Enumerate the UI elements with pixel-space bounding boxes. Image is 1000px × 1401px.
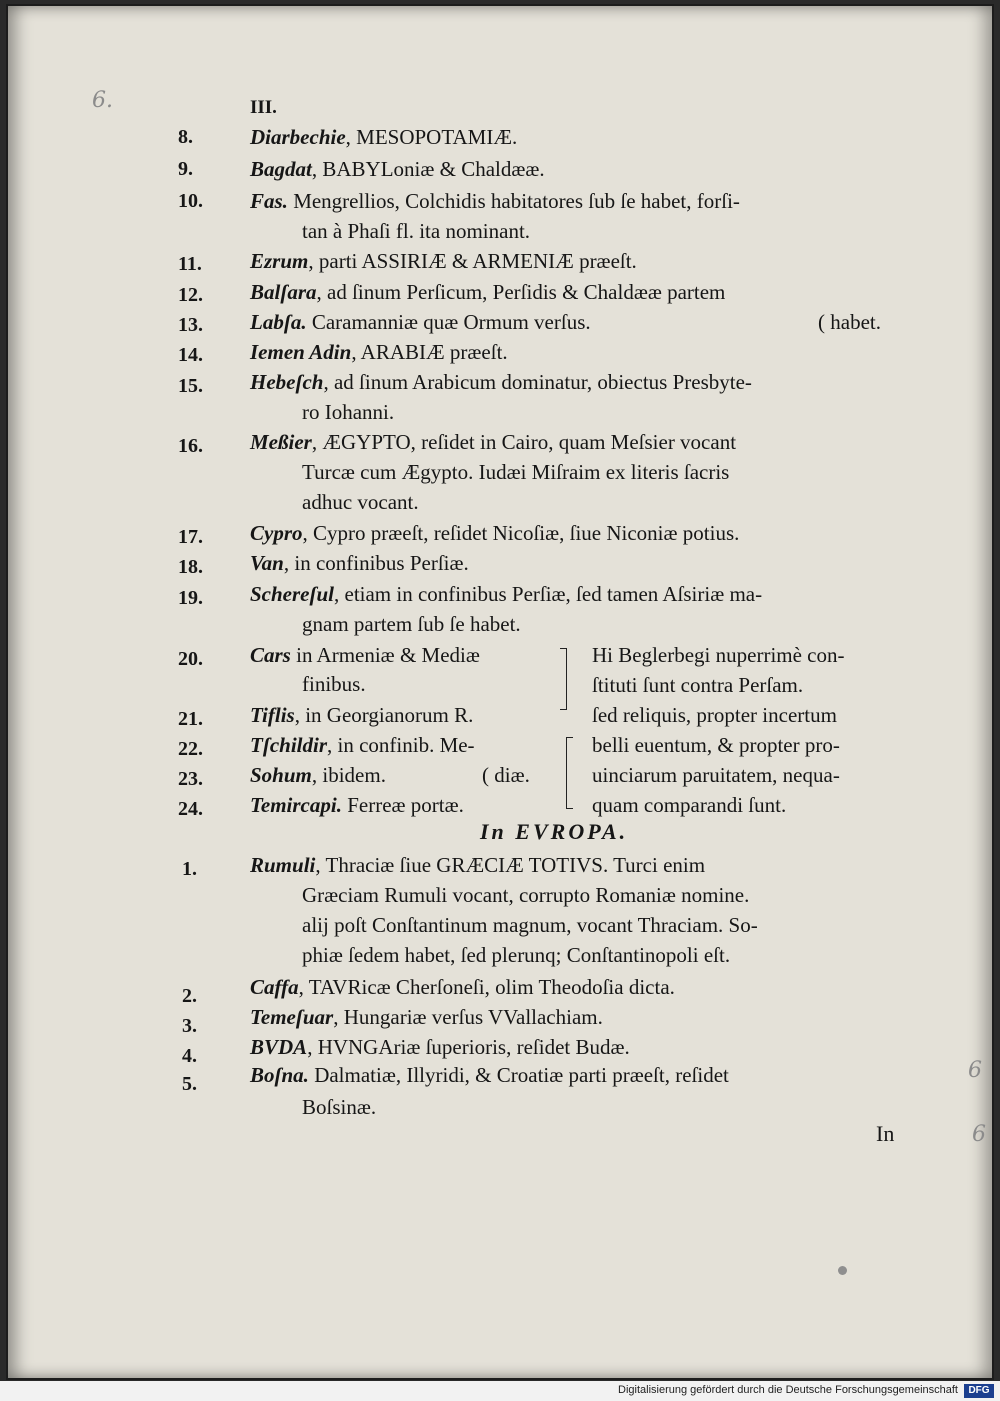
entry-number: 23. — [178, 768, 203, 790]
entry-line: Tſchildir, in confinib. Me- — [250, 733, 475, 757]
entry-line: Temircapi. Ferreæ portæ. — [250, 793, 464, 817]
pencil-margin-note: 6 — [968, 1058, 982, 1083]
entry-number: 8. — [178, 126, 193, 148]
entry-line: Sohum, ibidem. — [250, 763, 386, 787]
catchword: In — [876, 1121, 895, 1146]
entry-line: Bagdat, BABYLoniæ & Chaldææ. — [250, 157, 545, 181]
bracket-note-line: uinciarum paruitatem, nequa- — [592, 763, 840, 787]
entry-continuation: Græciam Rumuli vocant, corrupto Romaniæ nomine. — [302, 883, 750, 907]
entry-line: Schereſul, etiam in confinibus Perſiæ, ſed tamen Aſsiriæ ma- — [250, 582, 763, 606]
pencil-margin-note-2: 6 — [972, 1122, 986, 1147]
paper-spot — [838, 1266, 847, 1275]
entry-continuation: ro Iohanni. — [302, 400, 395, 424]
entry-line: Iemen Adin, ARABIÆ præeſt. — [250, 340, 508, 364]
entry-continuation: gnam partem ſub ſe habet. — [302, 612, 521, 636]
entry-line: BVDA, HVNGAriæ ſuperioris, reſidet Budæ. — [250, 1035, 630, 1059]
entry-line: Meßier, ÆGYPTO, reſidet in Cairo, quam Meſsier vocant — [250, 430, 737, 454]
entry-number: 24. — [178, 798, 203, 820]
entry-continuation: finibus. — [302, 672, 366, 696]
entry-number: 16. — [178, 435, 203, 457]
entry-number: 9. — [178, 158, 193, 180]
bracket-note-line: ſtituti ſunt contra Perſam. — [592, 673, 804, 697]
entry-tail: ( habet. — [818, 310, 881, 334]
entry-line: Ezrum, parti ASSIRIÆ & ARMENIÆ præeſt. — [250, 249, 637, 273]
entry-number: 1. — [182, 858, 197, 880]
page-header: III. — [250, 97, 277, 118]
entry-line: Temeſuar, Hungariæ verſus VVallachiam. — [250, 1005, 603, 1029]
entry-line: Balſara, ad ſinum Perſicum, Perſidis & Chaldææ partem — [250, 280, 726, 304]
bracket-note-line: Hi Beglerbegi nuperrimè con- — [592, 643, 845, 667]
entry-number: 14. — [178, 344, 203, 366]
entry-number: 20. — [178, 648, 203, 670]
entry-line: Rumuli, Thraciæ ſiue GRÆCIÆ TOTIVS. Turci enim — [250, 853, 706, 877]
section-heading: In EVROPA. — [480, 819, 629, 844]
bracket-note-line: belli euentum, & propter pro- — [592, 733, 840, 757]
entry-line: Hebeſch, ad ſinum Arabicum dominatur, obiectus Presbyte- — [250, 370, 752, 394]
entry-number: 19. — [178, 587, 203, 609]
entry-line: Cypro, Cypro præeſt, reſidet Nicoſiæ, ſiue Niconiæ potius. — [250, 521, 740, 545]
entry-number: 3. — [182, 1015, 197, 1037]
entry-number: 5. — [182, 1073, 197, 1095]
entry-continuation: Boſsinæ. — [302, 1095, 377, 1119]
entry-number: 13. — [178, 314, 203, 336]
footer-credit: Digitalisierung gefördert durch die Deutsche Forschungsgemeinschaft — [618, 1384, 958, 1396]
entry-tail: ( diæ. — [482, 763, 530, 787]
entry-number: 17. — [178, 526, 203, 548]
entry-number: 10. — [178, 190, 203, 212]
entry-number: 4. — [182, 1045, 197, 1067]
entry-continuation: tan à Phaſi fl. ita nominant. — [302, 219, 531, 243]
entry-line: Caffa, TAVRicæ Cherſoneſi, olim Theodoſia dicta. — [250, 975, 675, 999]
entry-line: Cars in Armeniæ & Mediæ — [250, 643, 480, 667]
entry-line: Labſa. Caramanniæ quæ Ormum verſus. — [250, 310, 591, 334]
entry-line: Diarbechie, MESOPOTAMIÆ. — [250, 125, 518, 149]
bracket-note-line: quam comparandi ſunt. — [592, 793, 787, 817]
digitization-footer — [0, 1381, 1000, 1401]
entry-line: Boſna. Dalmatiæ, Illyridi, & Croatiæ parti præeſt, reſidet — [250, 1063, 729, 1087]
book-page — [6, 4, 994, 1380]
entry-number: 21. — [178, 708, 203, 730]
dfg-logo: DFG — [964, 1384, 994, 1398]
entry-number: 11. — [178, 253, 202, 275]
entry-number: 18. — [178, 556, 203, 578]
entry-continuation: Turcæ cum Ægypto. Iudæi Miſraim ex literis ſacris — [302, 460, 730, 484]
entry-continuation: alij poſt Conſtantinum magnum, vocant Thraciam. So- — [302, 913, 758, 937]
pencil-folio-note: 6. — [92, 88, 113, 113]
entry-continuation: phiæ ſedem habet, ſed plerunq; Conſtantinopoli eſt. — [302, 943, 731, 967]
entry-line: Fas. Mengrellios, Colchidis habitatores ſub ſe habet, forſi- — [250, 189, 740, 213]
entry-number: 2. — [182, 985, 197, 1007]
entry-number: 15. — [178, 375, 203, 397]
entry-line: Tiflis, in Georgianorum R. — [250, 703, 474, 727]
entry-line: Van, in confinibus Perſiæ. — [250, 551, 469, 575]
entry-number: 12. — [178, 284, 203, 306]
entry-number: 22. — [178, 738, 203, 760]
entry-continuation: adhuc vocant. — [302, 490, 419, 514]
group-bracket — [560, 648, 567, 710]
bracket-note-line: ſed reliquis, propter incertum — [592, 703, 837, 727]
group-bracket — [566, 737, 573, 809]
